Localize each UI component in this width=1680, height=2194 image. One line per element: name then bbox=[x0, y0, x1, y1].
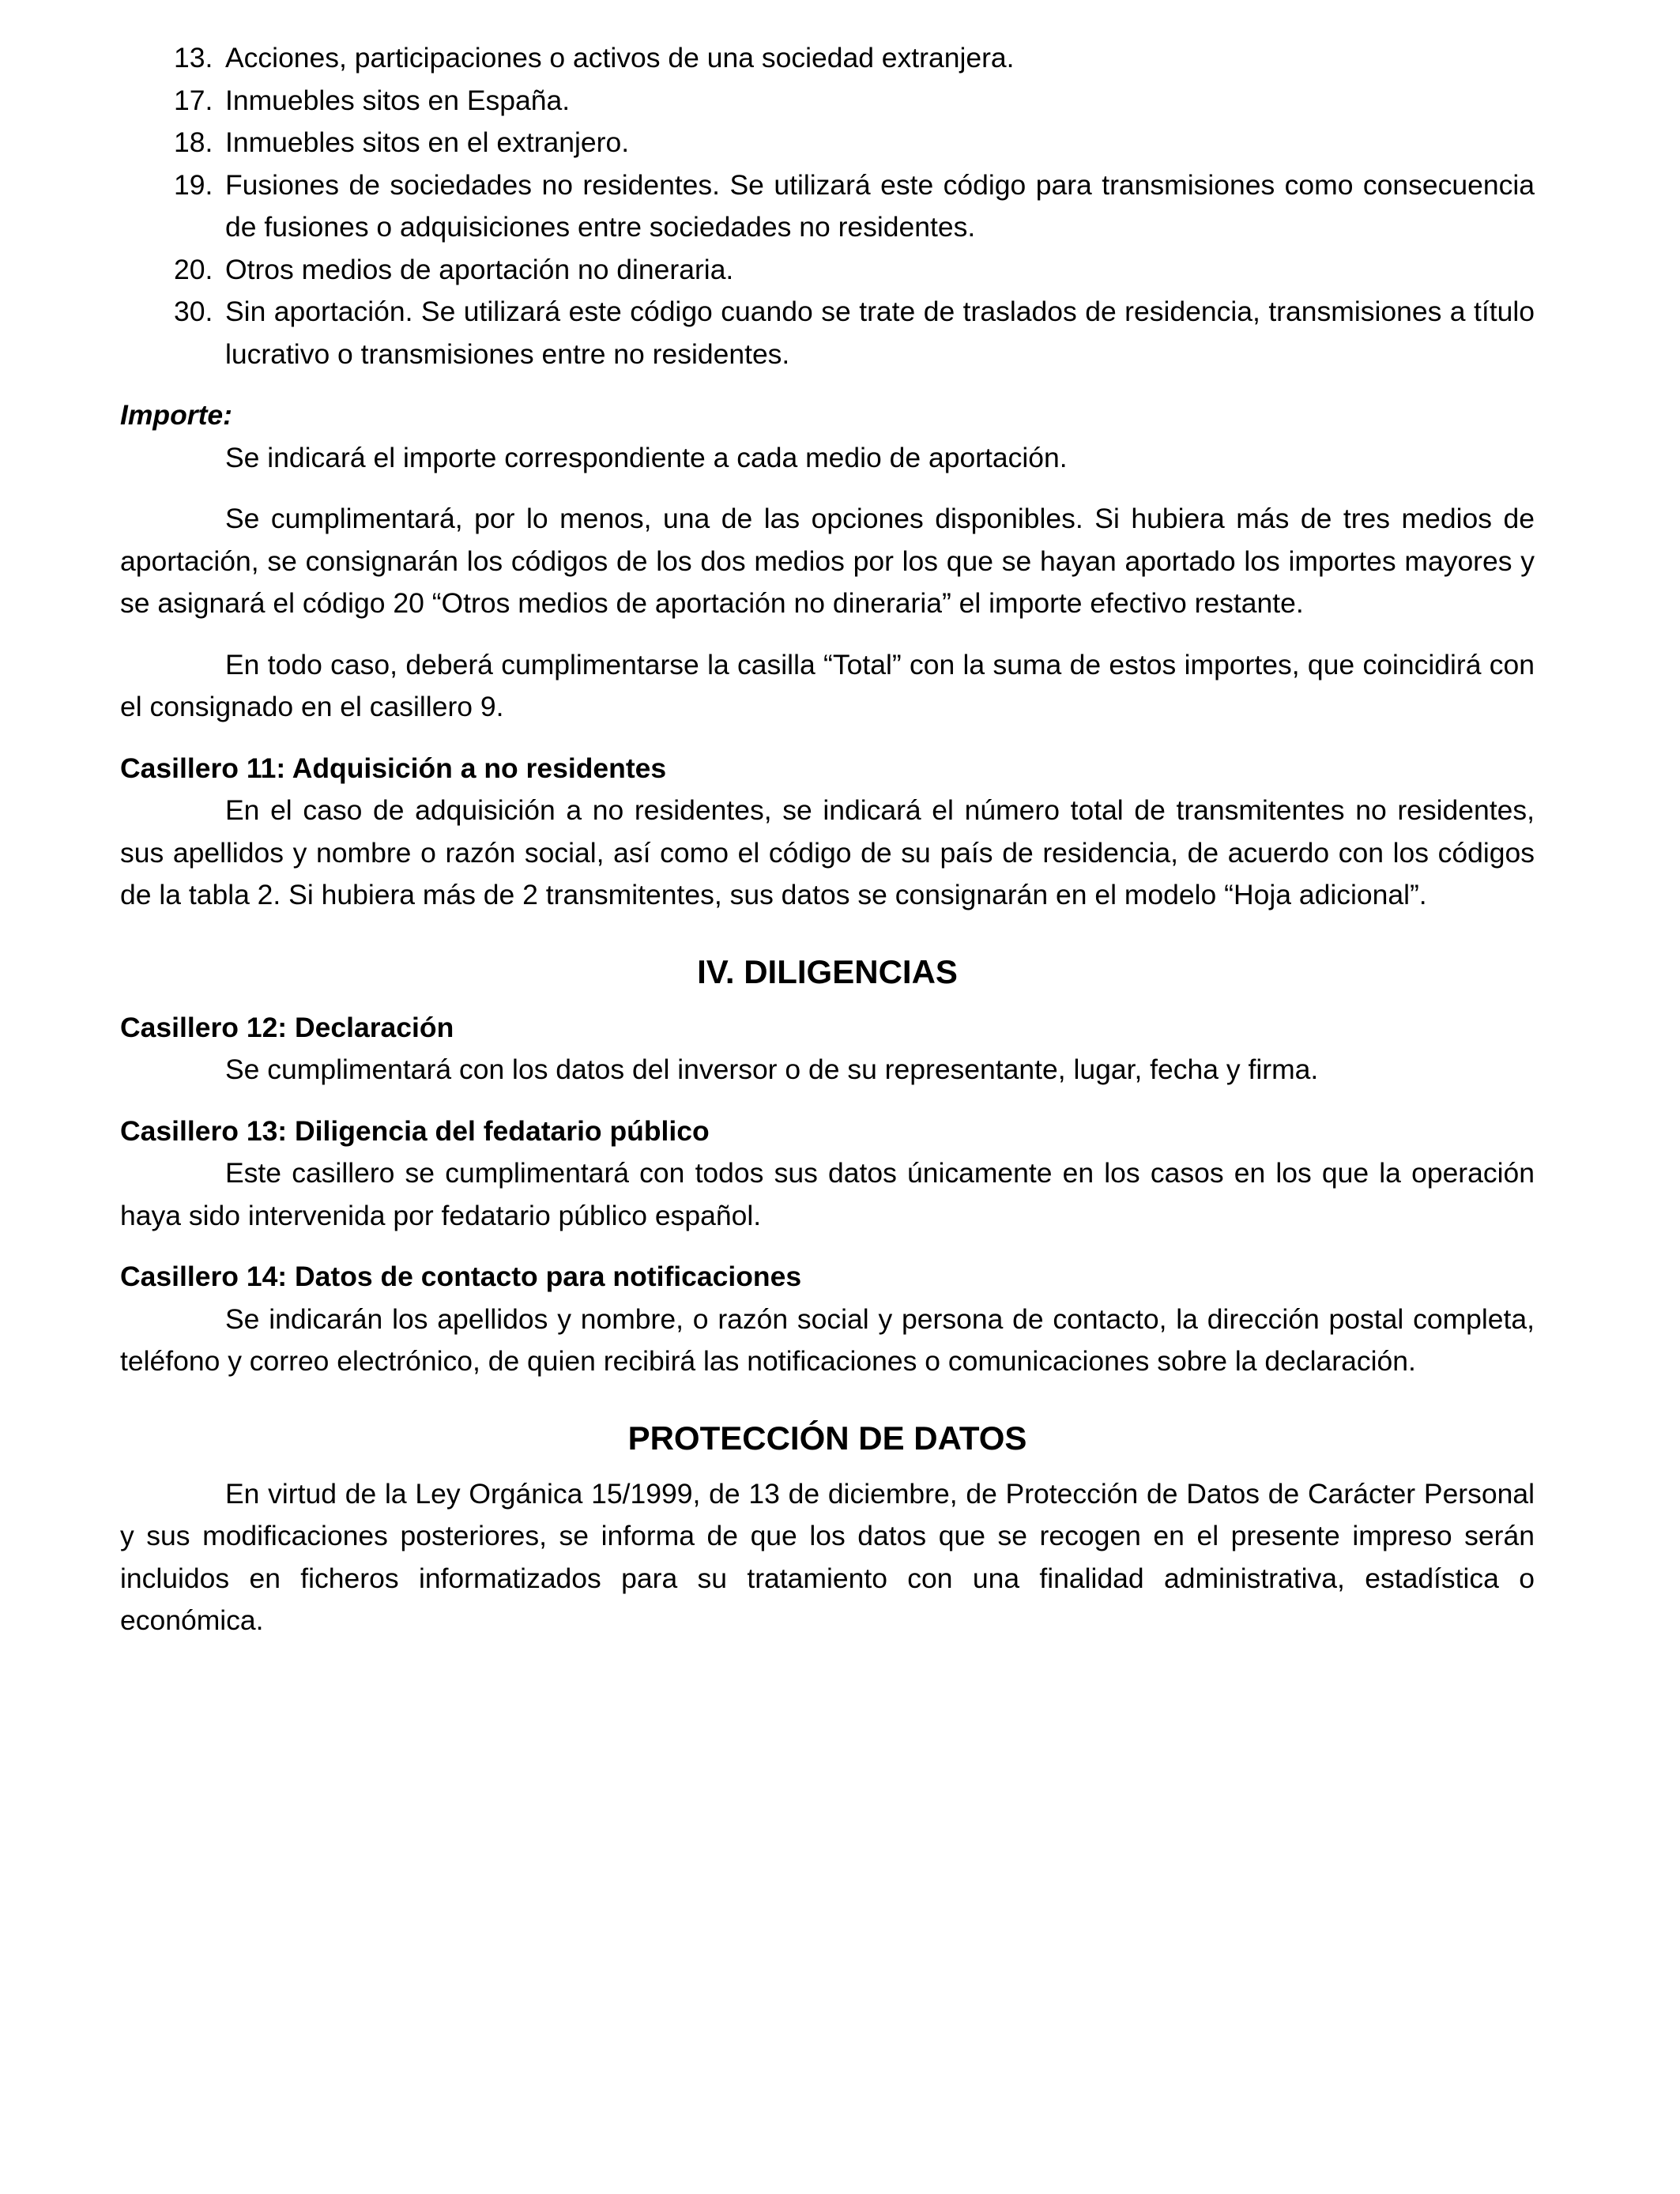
page-content bbox=[120, 37, 1535, 1642]
list-item bbox=[174, 122, 1535, 164]
casillero-13-text: Este casillero se cumplimentará con todos sus datos únicamente en los casos en los que la operación haya sido intervenida por fedatario público español. bbox=[120, 1157, 1535, 1231]
list-item bbox=[174, 37, 1535, 80]
list-item-number: 17. bbox=[174, 84, 213, 116]
section-title-proteccion: PROTECCIÓN DE DATOS bbox=[627, 1419, 1027, 1457]
importe-label: Importe: bbox=[120, 399, 232, 431]
list-item bbox=[174, 80, 1535, 123]
list-item-text: Inmuebles sitos en el extranjero. bbox=[225, 126, 630, 158]
importe-paragraph: Se indicará el importe correspondiente a cada medio de aportación. bbox=[225, 441, 1068, 473]
casillero-11-text: En el caso de adquisición a no residentes, se indicará el número total de transmitentes no residentes, sus apellidos y nombre o razón social, así como el código de su país de residencia, de acuerdo con los códigos de la tabla 2. Si hubiera más de 2 transmitentes, sus datos se consignarán en el modelo “Hoja adicional”. bbox=[120, 794, 1535, 910]
list-item bbox=[174, 291, 1535, 375]
list-item-number: 13. bbox=[174, 42, 213, 74]
casillero-14-heading: Casillero 14: Datos de contacto para notificaciones bbox=[120, 1261, 802, 1292]
casillero-12-text: Se cumplimentará con los datos del inversor o de su representante, lugar, fecha y firma. bbox=[225, 1054, 1319, 1085]
list-item bbox=[174, 249, 1535, 292]
list-item-text: Acciones, participaciones o activos de una sociedad extranjera. bbox=[225, 42, 1015, 74]
list-item-text: Otros medios de aportación no dineraria. bbox=[225, 253, 734, 285]
list-item-number: 30. bbox=[174, 296, 213, 327]
section-title-diligencias: IV. DILIGENCIAS bbox=[697, 952, 958, 990]
casillero-11-heading: Casillero 11: Adquisición a no residentes bbox=[120, 752, 667, 784]
casillero-14-text: Se indicarán los apellidos y nombre, o razón social y persona de contacto, la dirección postal completa, teléfono y correo electrónico, de quien recibirá las notificaciones o comunicaciones sobre la declaración. bbox=[120, 1302, 1535, 1377]
proteccion-text: En virtud de la Ley Orgánica 15/1999, de 13 de diciembre, de Protección de Datos de Carácter Personal y sus modificaciones posteriores, se informa de que los datos que se recogen en el presente impreso serán incluidos en ficheros informatizados para su tratamiento con una finalidad administrativa, estadística o económica. bbox=[120, 1477, 1535, 1636]
list-item-text: Fusiones de sociedades no residentes. Se utilizará este código para transmisiones como consecuencia de fusiones o adquisiciones entre sociedades no residentes. bbox=[225, 168, 1535, 243]
list-item-number: 20. bbox=[174, 253, 213, 285]
importe-paragraph: En todo caso, deberá cumplimentarse la casilla “Total” con la suma de estos importes, que coincidirá con el consignado en el casillero 9. bbox=[120, 648, 1535, 722]
list-item-text: Sin aportación. Se utilizará este código cuando se trate de traslados de residencia, transmisiones a título lucrativo o transmisiones entre no residentes. bbox=[225, 296, 1535, 370]
importe-paragraph: Se cumplimentará, por lo menos, una de las opciones disponibles. Si hubiera más de tres medios de aportación, se consignarán los códigos de los dos medios por los que se hayan aportado los importes mayores y se asignará el código 20 “Otros medios de aportación no dineraria” el importe efectivo restante. bbox=[120, 503, 1535, 619]
casillero-13-heading: Casillero 13: Diligencia del fedatario público bbox=[120, 1114, 710, 1147]
list-item-text: Inmuebles sitos en España. bbox=[225, 84, 571, 116]
list-item-number: 19. bbox=[174, 168, 213, 201]
code-list bbox=[174, 37, 1535, 375]
list-item-number: 18. bbox=[174, 126, 213, 158]
list-item bbox=[174, 164, 1535, 249]
casillero-12-heading: Casillero 12: Declaración bbox=[120, 1011, 454, 1043]
